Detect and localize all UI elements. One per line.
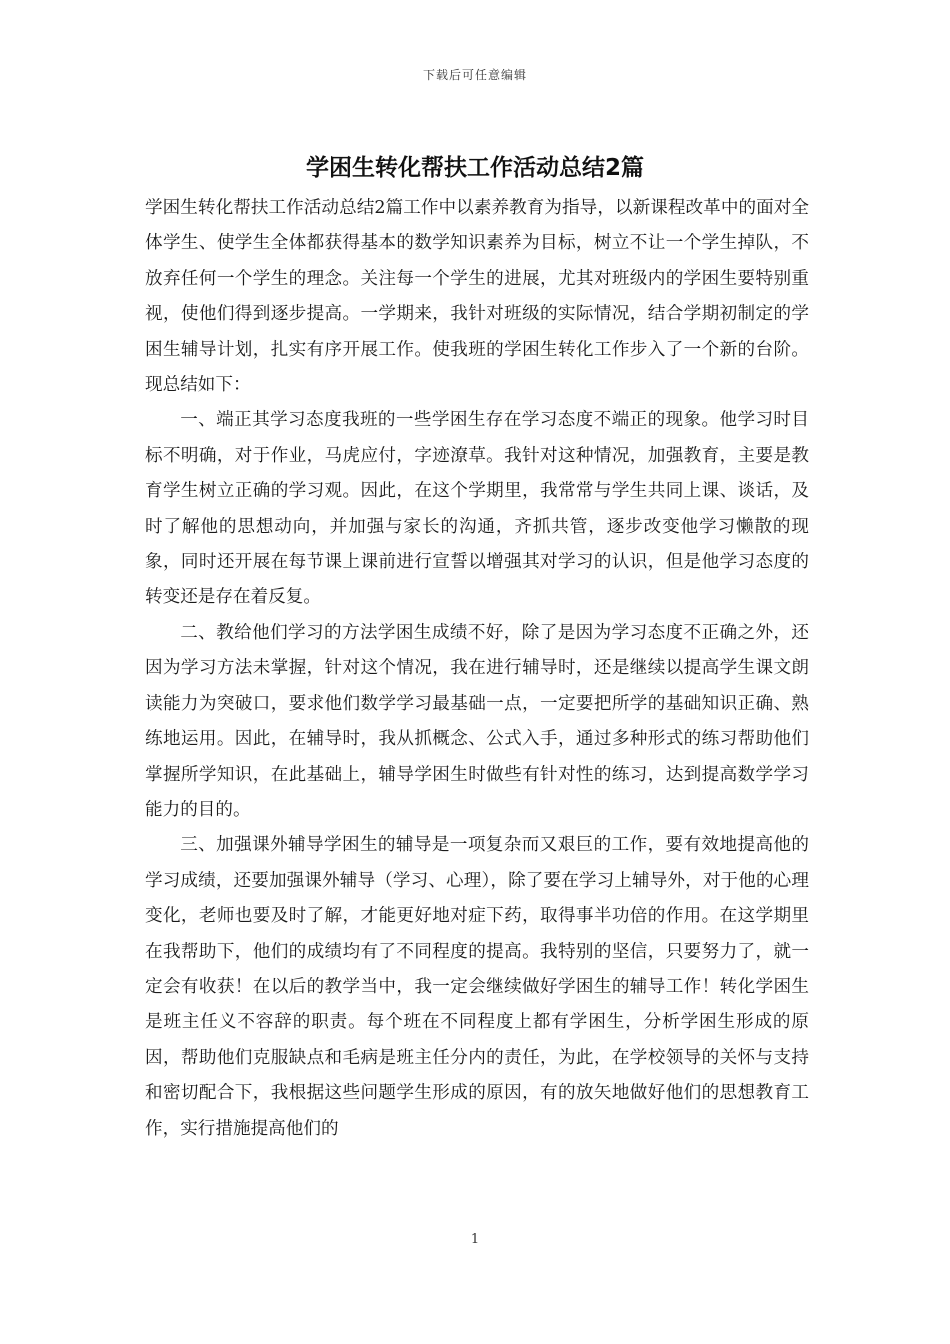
intro-paragraph: 学困生转化帮扶工作活动总结2篇工作中以素养教育为指导，以新课程改革中的面对全体学生、使学生全体都获得基本的数学知识素养为目标，树立不让一个学生掉队，不放弃任何一个学生的理念。关注每一个学生的进展，尤其对班级内的学困生要特别重视，使他们得到逐步提高。一学期来，我针对班级的实际情况，结合学期初制定的学困生辅导计划，扎实有序开展工作。使我班的学困生转化工作步入了一个新的台阶。现总结如下： [145,198,809,396]
page-header: 下载后可任意编辑 [422,68,527,82]
page-number: 1 [470,1232,480,1247]
section-2-paragraph: 二、教给他们学习的方法学困生成绩不好，除了是因为学习态度不正确之外，还因为学习方法未掌握，针对这个情况，我在进行辅导时，还是继续以提高学生课文朗读能力为突破口，要求他们数学学习最基础一点，一定要把所学的基础知识正确、熟练地运用。因此，在辅导时，我从抓概念、公式入手，通过多种形式的练习帮助他们掌握所学知识，在此基础上，辅导学困生时做些有针对性的练习，达到提高数学学习能力的目的。 [145,622,809,820]
document-title: 学困生转化帮扶工作活动总结2篇 [305,155,644,181]
document-body [145,191,809,1147]
section-1-paragraph: 一、端正其学习态度我班的一些学困生存在学习态度不端正的现象。他学习时目标不明确，对于作业，马虎应付，字迹潦草。我针对这种情况，加强教育，主要是教育学生树立正确的学习观。因此，在这个学期里，我常常与学生共同上课、谈话，及时了解他的思想动向，并加强与家长的沟通，齐抓共管，逐步改变他学习懒散的现象，同时还开展在每节课上课前进行宣誓以增强其对学习的认识，但是他学习态度的转变还是存在着反复。 [145,410,809,608]
section-3-paragraph: 三、加强课外辅导学困生的辅导是一项复杂而又艰巨的工作，要有效地提高他的学习成绩，还要加强课外辅导（学习、心理），除了要在学习上辅导外，对于他的心理变化，老师也要及时了解，才能更好地对症下药，取得事半功倍的作用。在这学期里在我帮助下，他们的成绩均有了不同程度的提高。我特别的坚信，只要努力了，就一定会有收获！在以后的教学当中，我一定会继续做好学困生的辅导工作！转化学困生是班主任义不容辞的职责。每个班在不同程度上都有学困生，分析学困生形成的原因，帮助他们克服缺点和毛病是班主任分内的责任，为此，在学校领导的关怀与支持和密切配合下，我根据这些问题学生形成的原因，有的放矢地做好他们的思想教育工作，实行措施提高他们的 [145,835,809,1139]
